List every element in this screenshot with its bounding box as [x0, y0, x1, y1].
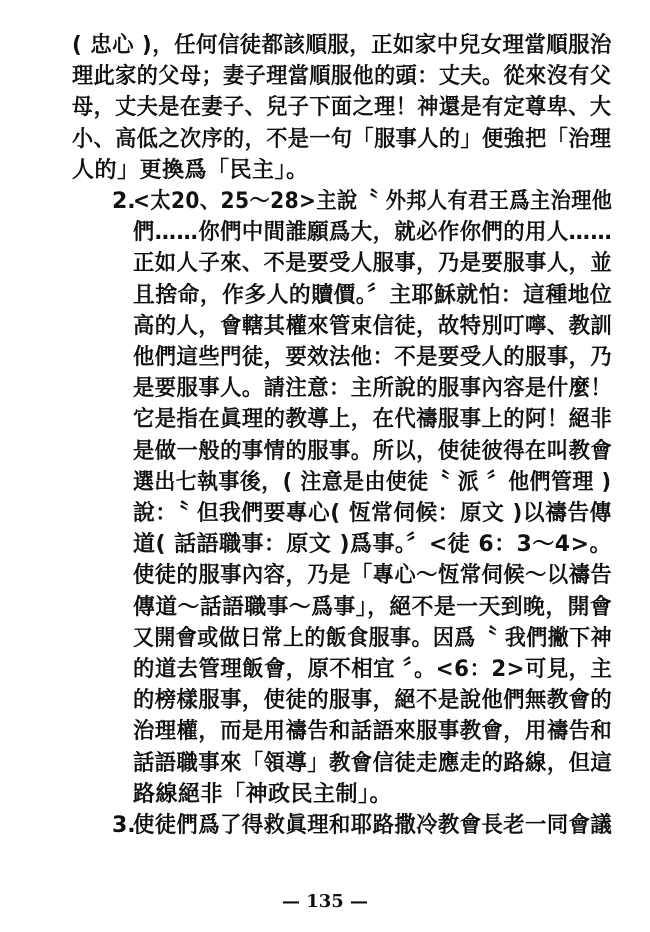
item-3-number: 3. [112, 813, 136, 838]
item-2-line: 他們這些門徒，要效法他：不是要受人的服事，乃 [133, 345, 613, 370]
intro-line: 理此家的父母；妻子理當順服他的頭：丈夫。從來沒有父 [72, 64, 612, 90]
item-2-line: 道( 話語職事：原文 )爲事。〞<徒 6：3～4>。 [133, 532, 612, 558]
item-2-line: 的榜樣服事，使徒的服事，絕不是說他們無教會的 [133, 688, 613, 714]
item-2-line: 是做一般的事情的服事。所以，使徒彼得在叫教會 [133, 438, 613, 464]
item-2-line: 正如人子來、不是要受人服事，乃是要服事人，並 [133, 251, 613, 277]
item-2-line: 傳道～話語職事～爲事」，絕不是一天到晚，開會 [133, 594, 613, 620]
item-2-line: 又開會或做日常上的飯食服事。因爲〝 我們撇下神 [133, 625, 613, 651]
item-2-line: 使徒的服事內容，乃是「專心～恆常伺候～以禱告 [133, 563, 613, 589]
item-2-line: 它是指在眞理的教導上，在代禱服事上的阿！絕非 [133, 407, 613, 433]
item-3-line: 使徒們爲了得救眞理和耶路撒冷教會長老一同會議 [133, 813, 613, 838]
page-number: — 135 — [281, 891, 369, 912]
item-2-line: 路線絕非「神政民主制」。 [133, 781, 393, 807]
intro-line: ( 忠心 )，任何信徒都該順服，正如家中兒女理當順服治 [72, 33, 612, 58]
item-2-line: <太20、25～28>主說〝 外邦人有君王爲主治理他 [133, 189, 613, 214]
item-2-line: 是要服事人。請注意：主所說的服事內容是什麼！ [133, 376, 613, 402]
item-2-line: 的道去管理飯會，原不相宜 〞。<6：2>可見，主 [133, 657, 613, 682]
item-2-line: 話語職事來「領導」教會信徒走應走的路線，但這 [133, 750, 613, 776]
intro-line: 母，丈夫是在妻子、兒子下面之理！神還是有定尊卑、大 [72, 95, 612, 121]
item-2-line: 高的人，會轄其權來管束信徒，故特別叮嚀、教訓 [133, 313, 613, 339]
intro-line: 小、高低之次序的，不是一句「服事人的」便強把「治理 [72, 126, 612, 152]
item-2-line: 治理權，而是用禱告和話語來服事教會，用禱告和 [133, 719, 613, 745]
intro-line: 人的」更換爲「民主」。 [72, 157, 309, 183]
item-2-line: 選出七執事後，( 注意是由使徒〝 派 〞他們管理 ) [133, 469, 612, 495]
item-2-line: 們……你們中間誰願爲大，就必作你們的用人…… [133, 220, 613, 246]
item-2-number: 2. [112, 189, 136, 214]
item-2-line: 且捨命，作多人的贖價。〞主耶穌就怕：這種地位 [133, 282, 613, 308]
item-2-line: 說：〝 但我們要專心( 恆常伺候：原文 )以禱告傳 [133, 501, 612, 526]
